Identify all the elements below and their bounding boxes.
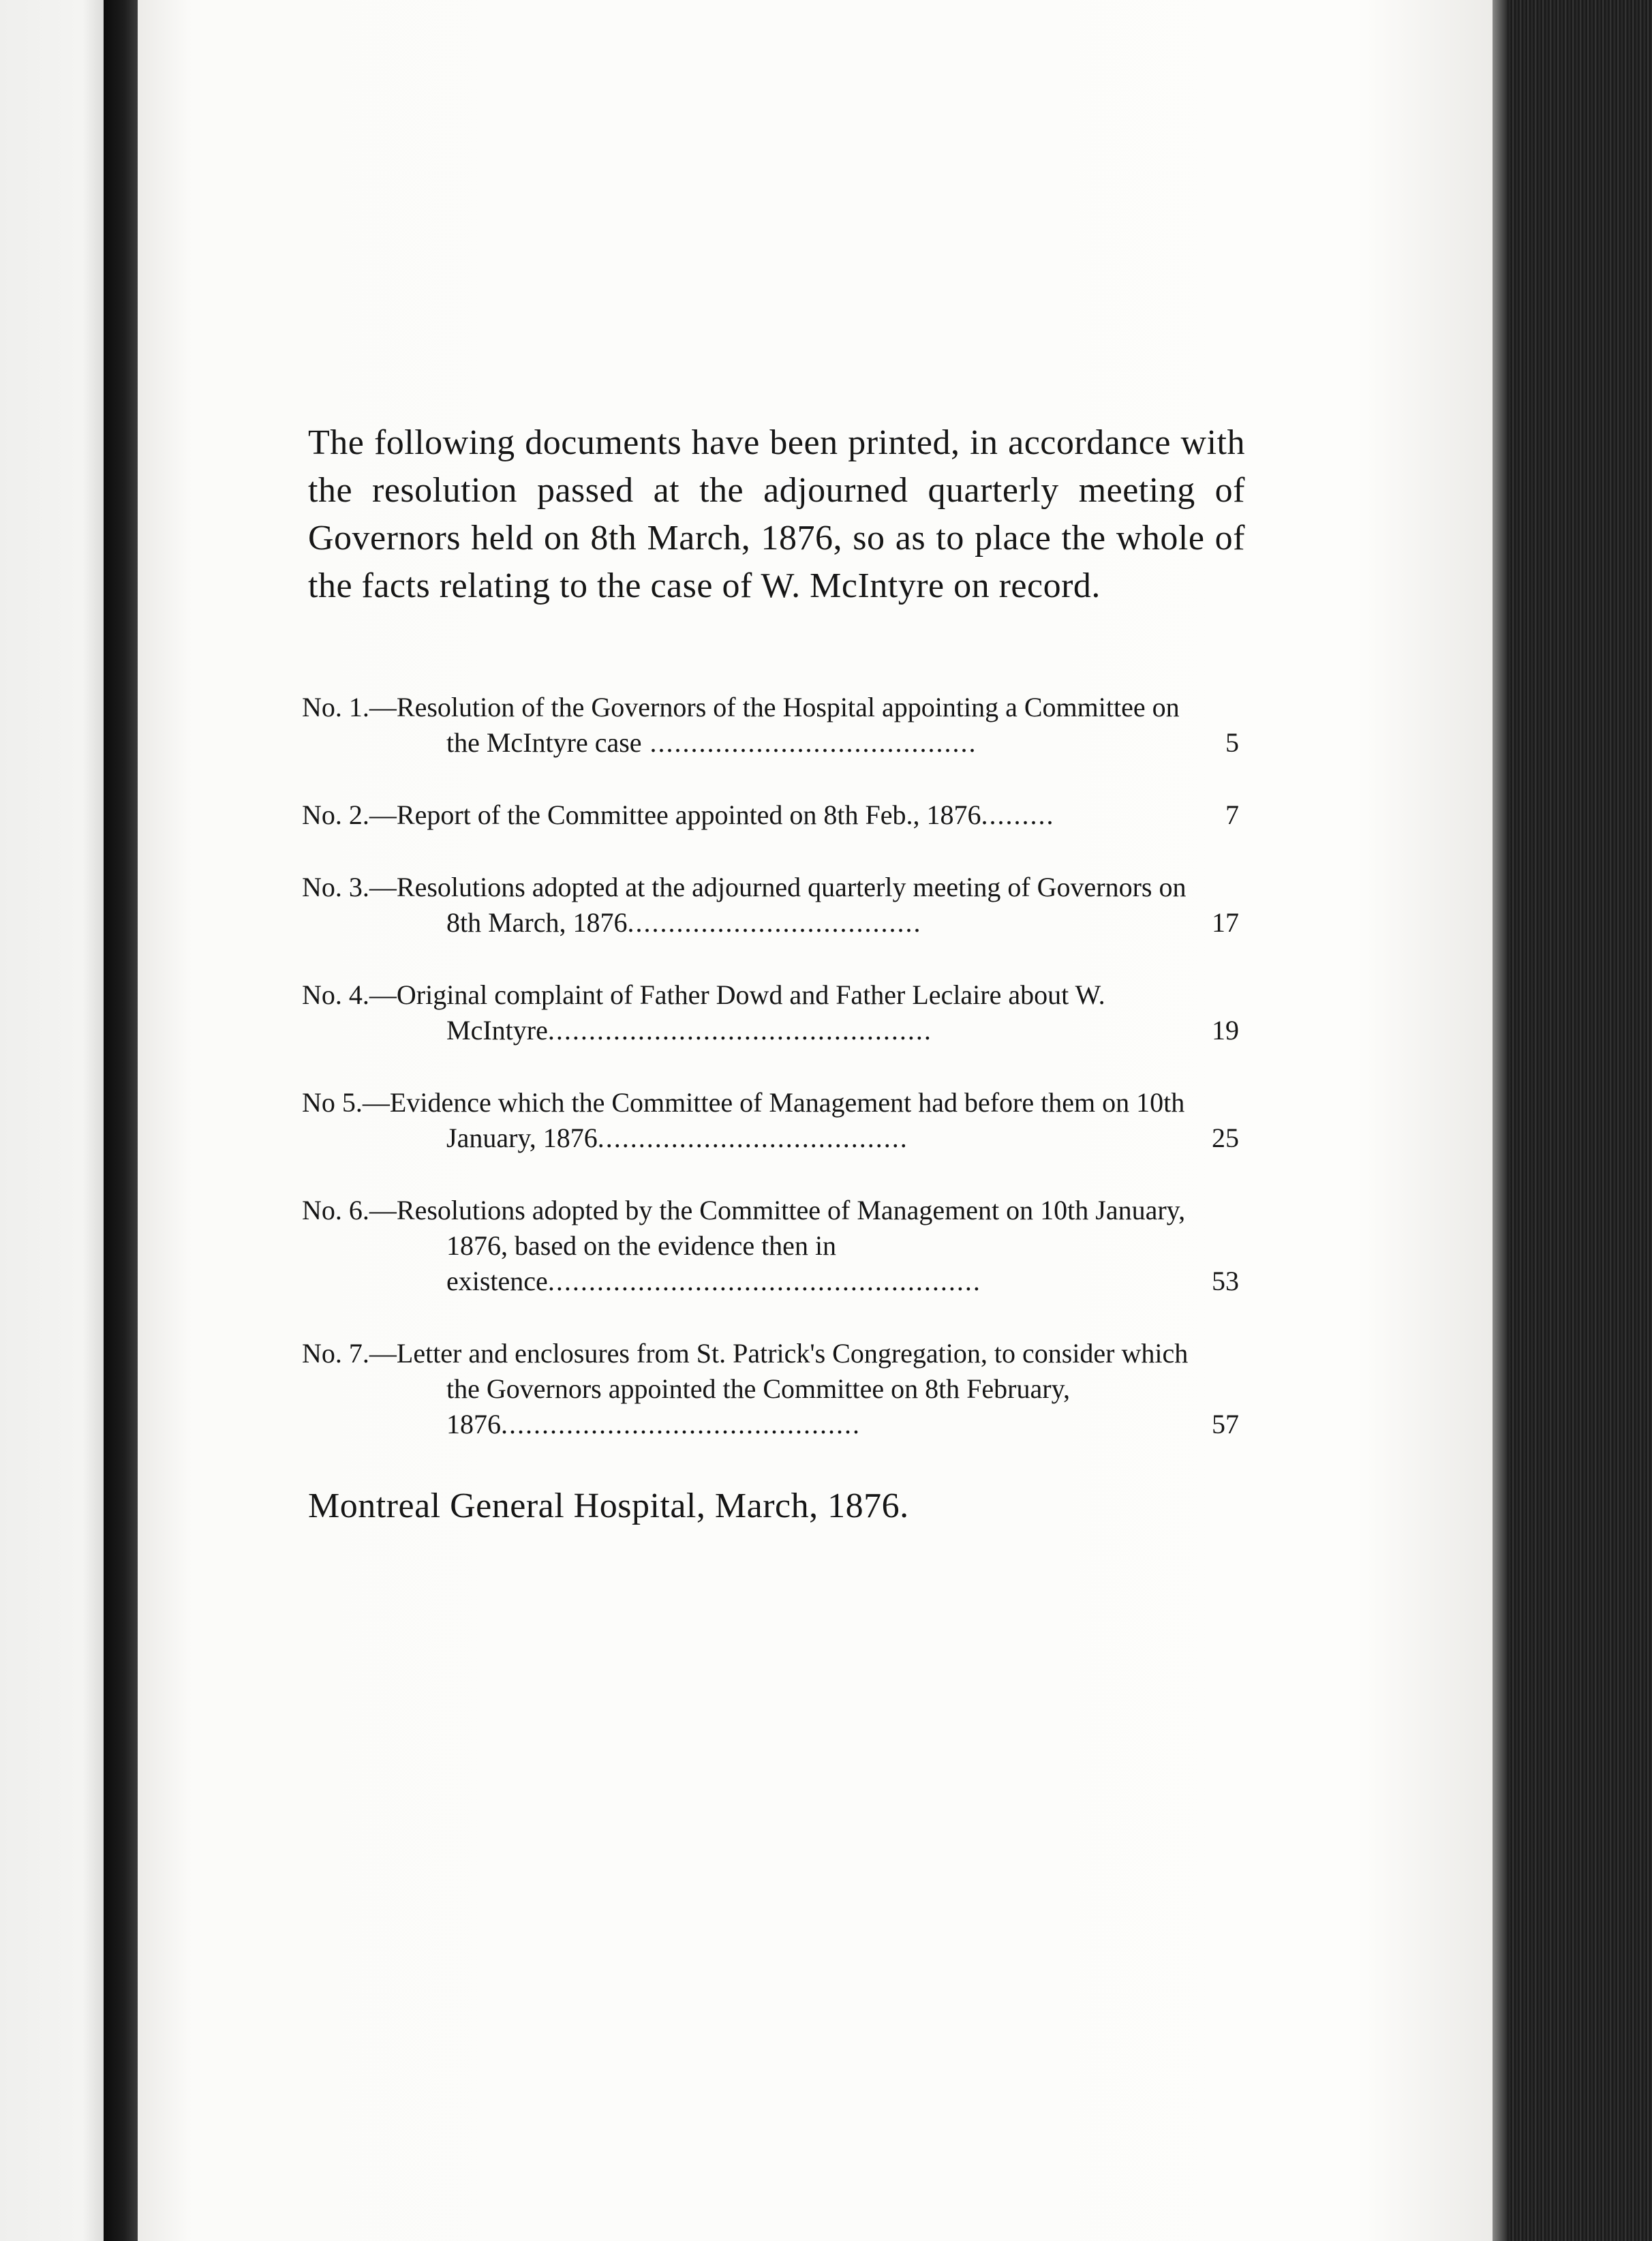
contents-entry [302,1085,1239,1156]
leader-dots: .................................... [627,907,922,938]
entry-title: —Resolution of the Governors of the Hospital appointing a Committee on the McIntyre case [369,692,1180,758]
entry-page-number: 5 [1225,727,1239,758]
entry-number: No. 7. [302,1338,369,1369]
entry-page-number: 53 [1212,1266,1239,1296]
entry-page-number: 57 [1212,1409,1239,1439]
entry-number: No. 6. [302,1195,369,1225]
page-stack-edge [1493,0,1652,2241]
entry-page-number: 7 [1225,799,1239,830]
entry-page-number: 19 [1212,1015,1239,1046]
entry-number: No. 1. [302,692,369,722]
entry-number: No 5. [302,1087,363,1118]
leader-dots: ..................................................... [547,1266,981,1296]
entry-page-number: 17 [1212,907,1239,938]
contents-entry [302,977,1239,1048]
contents-entry [302,690,1239,761]
contents-entry [302,1193,1239,1299]
intro-paragraph: The following documents have been printed, in accordance with the resolution passed at the adjourned quarterly meeting of Governors held on 8th March, 1876, so as to place the whole of the facts relating to the case of W. McIntyre on record. [308,423,1245,605]
leader-dots: ............................................ [501,1409,861,1439]
contents-entry [302,1336,1239,1442]
book-gutter [104,0,138,2241]
leader-dots: ............................................... [547,1015,932,1046]
entry-title: —Resolutions adopted at the adjourned quarterly meeting of Governors on 8th March, 1876 [369,872,1187,938]
facing-page-edge [0,0,104,2241]
entry-title: —Original complaint of Father Dowd and Father Leclaire about W. McIntyre [369,979,1105,1046]
entry-title: —Resolutions adopted by the Committee of Management on 10th January, 1876, based on the evidence then in existence [369,1195,1186,1296]
signature-line: Montreal General Hospital, March, 1876. [308,1487,909,1525]
leader-dots: ...................................... [597,1123,908,1153]
contents-entry [302,870,1239,941]
entry-number: No. 4. [302,979,369,1010]
entry-number: No. 3. [302,872,369,902]
entry-title: —Report of the Committee appointed on 8th Feb., 1876 [369,799,981,830]
entry-page-number: 25 [1212,1123,1239,1153]
entry-number: No. 2. [302,799,369,830]
contents-list [302,690,1239,1479]
contents-entry [302,797,1239,833]
entry-title: —Letter and enclosures from St. Patrick's Congregation, to consider which the Governors appointed the Committee on 8th February, 1876 [369,1338,1189,1439]
entry-title: —Evidence which the Committee of Management had before them on 10th January, 1876 [362,1087,1185,1153]
leader-dots: ......... [981,799,1055,830]
leader-dots: ........................................ [641,727,977,758]
